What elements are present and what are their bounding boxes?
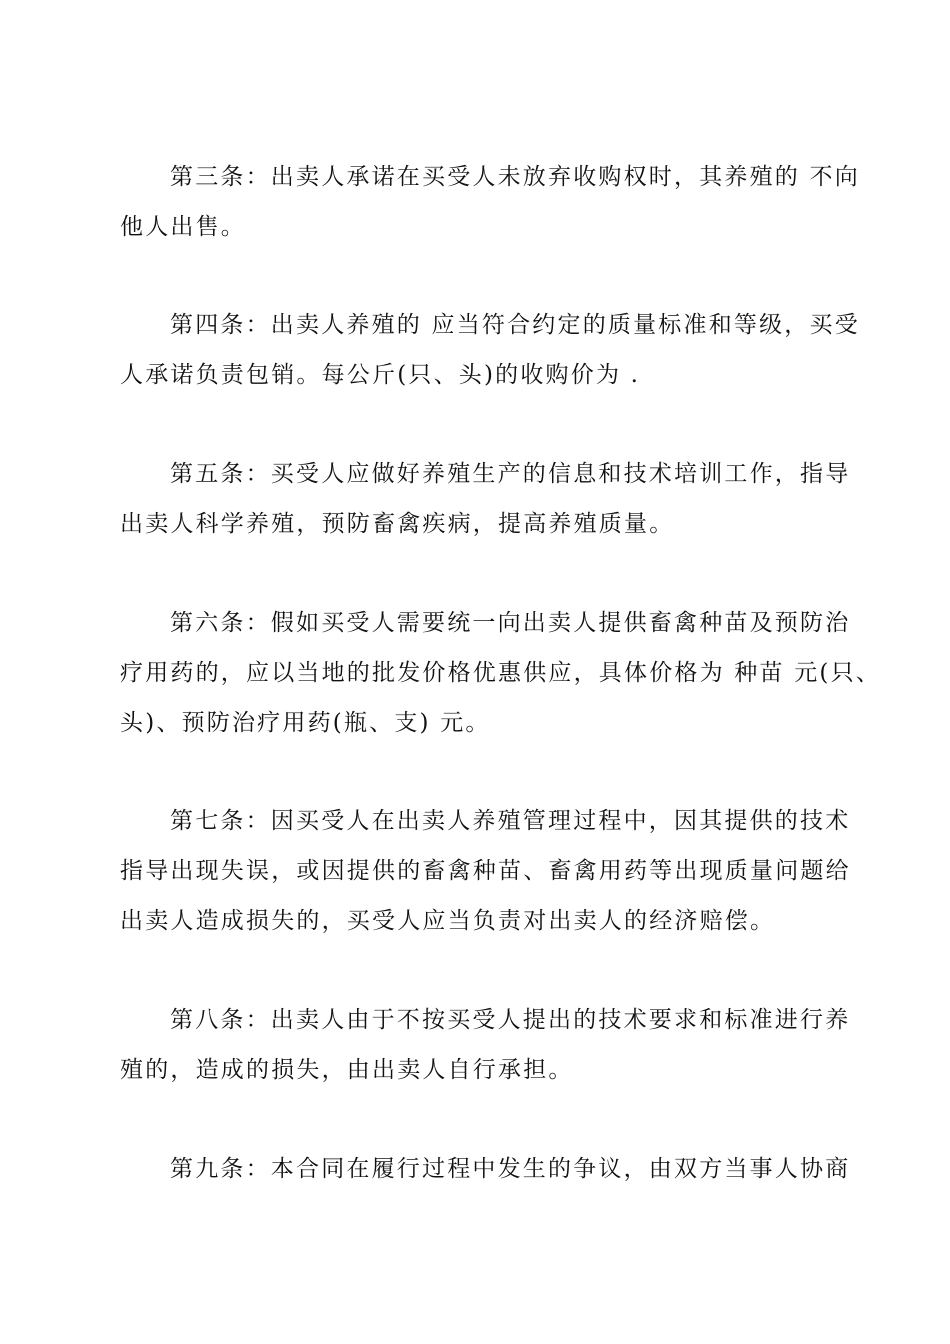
article-5-line-2: 出卖人科学养殖，预防畜禽疾病，提高养殖质量。 <box>120 511 675 537</box>
article-8-line-2: 殖的，造成的损失，由出卖人自行承担。 <box>120 1057 574 1083</box>
article-4-line-2: 人承诺负责包销。每公斤(只、头)的收购价为 . <box>120 362 641 388</box>
article-3-line-1: 第三条：出卖人承诺在买受人未放弃收购权时，其养殖的 不向 <box>170 164 860 190</box>
article-6-line-2: 疗用药的，应以当地的批发价格优惠供应，具体价格为 种苗 元(只、 <box>120 660 881 686</box>
article-7-line-1: 第七条：因买受人在出卖人养殖管理过程中，因其提供的技术 <box>170 808 851 834</box>
article-6-line-1: 第六条：假如买受人需要统一向出卖人提供畜禽种苗及预防治 <box>170 610 851 636</box>
article-5-line-1: 第五条：买受人应做好养殖生产的信息和技术培训工作，指导 <box>170 461 851 487</box>
article-9-line-1: 第九条：本合同在履行过程中发生的争议，由双方当事人协商 <box>170 1156 851 1182</box>
article-7-line-3: 出卖人造成损失的，买受人应当负责对出卖人的经济赔偿。 <box>120 908 776 934</box>
article-7-line-2: 指导出现失误，或因提供的畜禽种苗、畜禽用药等出现质量问题给 <box>120 858 851 884</box>
article-4-line-1: 第四条：出卖人养殖的 应当符合约定的质量标准和等级，买受 <box>170 312 860 338</box>
article-8-line-1: 第八条：出卖人由于不按买受人提出的技术要求和标准进行养 <box>170 1007 851 1033</box>
article-3-line-2: 他人出售。 <box>120 214 246 240</box>
article-6-line-3: 头)、预防治疗用药(瓶、支) 元。 <box>120 710 491 736</box>
